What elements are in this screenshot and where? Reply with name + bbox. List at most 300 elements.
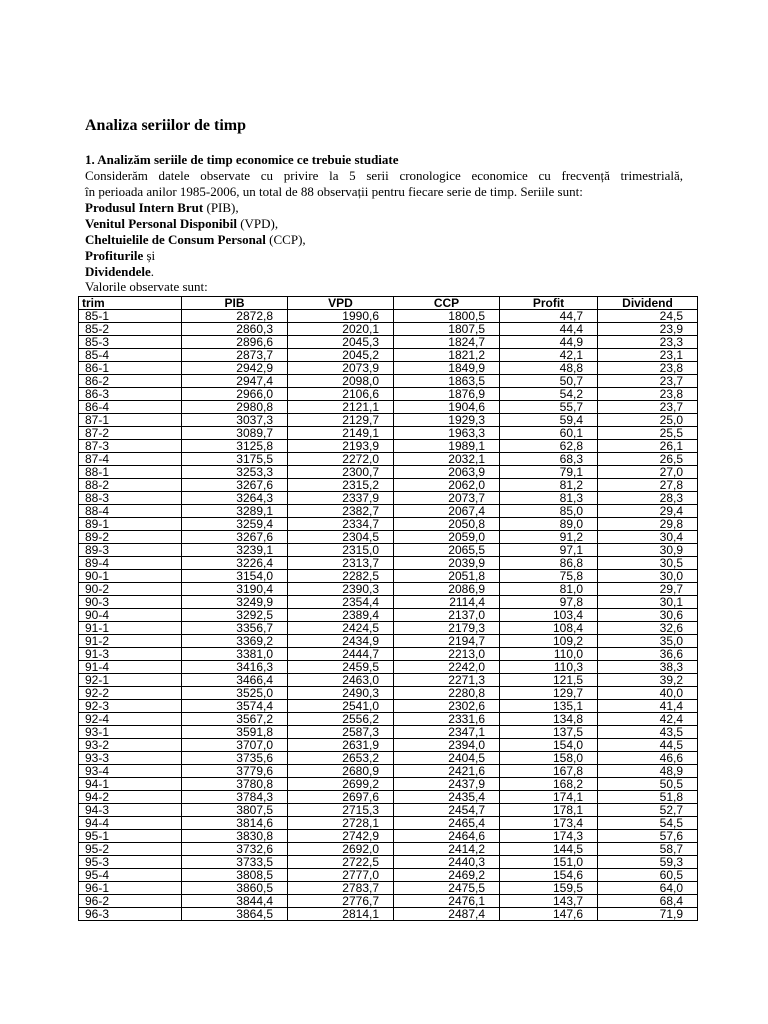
cell-dividend: 38,3 — [598, 661, 698, 674]
cell-ccp: 1963,3 — [394, 427, 500, 440]
cell-ccp: 2435,4 — [394, 791, 500, 804]
cell-pib: 3381,0 — [182, 648, 288, 661]
cell-pib: 3226,4 — [182, 557, 288, 570]
cell-pib: 3089,7 — [182, 427, 288, 440]
table-row — [79, 440, 698, 453]
table-row — [79, 609, 698, 622]
cell-dividend: 46,6 — [598, 752, 698, 765]
cell-pib: 3732,6 — [182, 843, 288, 856]
cell-trim: 85-4 — [79, 349, 182, 362]
cell-vpd: 2541,0 — [288, 700, 394, 713]
cell-pib: 3154,0 — [182, 570, 288, 583]
cell-ccp: 2067,4 — [394, 505, 500, 518]
cell-pib: 3466,4 — [182, 674, 288, 687]
document-page — [85, 116, 683, 294]
cell-dividend: 25,5 — [598, 427, 698, 440]
cell-vpd: 2106,6 — [288, 388, 394, 401]
cell-pib: 3807,5 — [182, 804, 288, 817]
cell-trim: 93-3 — [79, 752, 182, 765]
cell-vpd: 2680,9 — [288, 765, 394, 778]
column-header-dividend: Dividend — [598, 297, 698, 310]
cell-pib: 3264,3 — [182, 492, 288, 505]
cell-dividend: 64,0 — [598, 882, 698, 895]
cell-vpd: 2715,3 — [288, 804, 394, 817]
table-row — [79, 791, 698, 804]
cell-pib: 3733,5 — [182, 856, 288, 869]
cell-ccp: 1849,9 — [394, 362, 500, 375]
table-row — [79, 856, 698, 869]
cell-profit: 135,1 — [500, 700, 598, 713]
table-row — [79, 817, 698, 830]
cell-ccp: 2414,2 — [394, 843, 500, 856]
cell-trim: 86-2 — [79, 375, 182, 388]
table-row — [79, 596, 698, 609]
cell-vpd: 2282,5 — [288, 570, 394, 583]
table-row — [79, 700, 698, 713]
series-suffix: și — [143, 248, 156, 263]
cell-ccp: 2421,6 — [394, 765, 500, 778]
cell-trim: 94-4 — [79, 817, 182, 830]
cell-ccp: 2454,7 — [394, 804, 500, 817]
cell-vpd: 2272,0 — [288, 453, 394, 466]
cell-pib: 3292,5 — [182, 609, 288, 622]
cell-pib: 2966,0 — [182, 388, 288, 401]
cell-profit: 134,8 — [500, 713, 598, 726]
cell-vpd: 2193,9 — [288, 440, 394, 453]
table-row — [79, 635, 698, 648]
column-header-pib: PIB — [182, 297, 288, 310]
table-row — [79, 349, 698, 362]
cell-vpd: 2777,0 — [288, 869, 394, 882]
cell-pib: 3567,2 — [182, 713, 288, 726]
cell-trim: 88-1 — [79, 466, 182, 479]
cell-profit: 81,0 — [500, 583, 598, 596]
cell-profit: 44,9 — [500, 336, 598, 349]
cell-pib: 2942,9 — [182, 362, 288, 375]
cell-dividend: 23,8 — [598, 362, 698, 375]
cell-profit: 60,1 — [500, 427, 598, 440]
cell-ccp: 1800,5 — [394, 310, 500, 323]
cell-vpd: 2129,7 — [288, 414, 394, 427]
cell-dividend: 42,4 — [598, 713, 698, 726]
series-item-dividend — [85, 264, 683, 280]
table-row — [79, 479, 698, 492]
cell-trim: 91-4 — [79, 661, 182, 674]
cell-trim: 89-3 — [79, 544, 182, 557]
cell-trim: 93-4 — [79, 765, 182, 778]
cell-dividend: 57,6 — [598, 830, 698, 843]
cell-ccp: 1989,1 — [394, 440, 500, 453]
cell-pib: 3860,5 — [182, 882, 288, 895]
cell-ccp: 2179,3 — [394, 622, 500, 635]
cell-dividend: 30,4 — [598, 531, 698, 544]
cell-profit: 48,8 — [500, 362, 598, 375]
cell-vpd: 2098,0 — [288, 375, 394, 388]
cell-vpd: 2337,9 — [288, 492, 394, 505]
cell-dividend: 24,5 — [598, 310, 698, 323]
cell-trim: 87-3 — [79, 440, 182, 453]
table-row — [79, 414, 698, 427]
cell-profit: 44,4 — [500, 323, 598, 336]
cell-dividend: 29,4 — [598, 505, 698, 518]
cell-vpd: 2444,7 — [288, 648, 394, 661]
cell-ccp: 2404,5 — [394, 752, 500, 765]
series-item-profit — [85, 248, 683, 264]
cell-trim: 86-1 — [79, 362, 182, 375]
cell-ccp: 2475,5 — [394, 882, 500, 895]
cell-dividend: 54,5 — [598, 817, 698, 830]
cell-trim: 86-3 — [79, 388, 182, 401]
cell-profit: 81,2 — [500, 479, 598, 492]
cell-ccp: 2194,7 — [394, 635, 500, 648]
cell-profit: 103,4 — [500, 609, 598, 622]
cell-vpd: 2315,2 — [288, 479, 394, 492]
table-row — [79, 895, 698, 908]
cell-dividend: 30,9 — [598, 544, 698, 557]
table-row — [79, 492, 698, 505]
cell-pib: 3416,3 — [182, 661, 288, 674]
cell-profit: 81,3 — [500, 492, 598, 505]
cell-vpd: 2434,9 — [288, 635, 394, 648]
cell-ccp: 2051,8 — [394, 570, 500, 583]
cell-trim: 92-2 — [79, 687, 182, 700]
cell-vpd: 2742,9 — [288, 830, 394, 843]
table-header-row — [79, 297, 698, 310]
cell-profit: 174,1 — [500, 791, 598, 804]
cell-ccp: 2114,4 — [394, 596, 500, 609]
table-row — [79, 882, 698, 895]
cell-profit: 62,8 — [500, 440, 598, 453]
series-name: Venitul Personal Disponibil — [85, 216, 237, 231]
cell-profit: 68,3 — [500, 453, 598, 466]
cell-vpd: 2045,2 — [288, 349, 394, 362]
cell-pib: 3591,8 — [182, 726, 288, 739]
cell-ccp: 1904,6 — [394, 401, 500, 414]
cell-vpd: 2334,7 — [288, 518, 394, 531]
data-table — [78, 296, 698, 921]
cell-ccp: 2050,8 — [394, 518, 500, 531]
cell-trim: 88-2 — [79, 479, 182, 492]
table-row — [79, 401, 698, 414]
cell-trim: 95-1 — [79, 830, 182, 843]
table-row — [79, 583, 698, 596]
cell-ccp: 2476,1 — [394, 895, 500, 908]
cell-profit: 55,7 — [500, 401, 598, 414]
cell-vpd: 2587,3 — [288, 726, 394, 739]
cell-ccp: 1876,9 — [394, 388, 500, 401]
cell-trim: 89-4 — [79, 557, 182, 570]
cell-vpd: 2459,5 — [288, 661, 394, 674]
table-row — [79, 375, 698, 388]
cell-vpd: 1990,6 — [288, 310, 394, 323]
cell-dividend: 41,4 — [598, 700, 698, 713]
cell-profit: 109,2 — [500, 635, 598, 648]
cell-pib: 3864,5 — [182, 908, 288, 921]
cell-profit: 151,0 — [500, 856, 598, 869]
cell-trim: 86-4 — [79, 401, 182, 414]
cell-dividend: 28,3 — [598, 492, 698, 505]
cell-ccp: 2062,0 — [394, 479, 500, 492]
cell-ccp: 2271,3 — [394, 674, 500, 687]
cell-ccp: 2437,9 — [394, 778, 500, 791]
series-name: Cheltuielile de Consum Personal — [85, 232, 266, 247]
cell-vpd: 2728,1 — [288, 817, 394, 830]
series-name: Dividendele — [85, 264, 151, 279]
cell-ccp: 2440,3 — [394, 856, 500, 869]
cell-trim: 87-4 — [79, 453, 182, 466]
cell-vpd: 2390,3 — [288, 583, 394, 596]
cell-dividend: 36,6 — [598, 648, 698, 661]
table-row — [79, 869, 698, 882]
cell-pib: 3125,8 — [182, 440, 288, 453]
cell-dividend: 25,0 — [598, 414, 698, 427]
cell-profit: 110,0 — [500, 648, 598, 661]
cell-dividend: 43,5 — [598, 726, 698, 739]
cell-profit: 178,1 — [500, 804, 598, 817]
cell-profit: 54,2 — [500, 388, 598, 401]
cell-trim: 89-2 — [79, 531, 182, 544]
cell-profit: 97,8 — [500, 596, 598, 609]
cell-dividend: 29,7 — [598, 583, 698, 596]
cell-dividend: 59,3 — [598, 856, 698, 869]
cell-pib: 3779,6 — [182, 765, 288, 778]
table-row — [79, 739, 698, 752]
table-row — [79, 323, 698, 336]
cell-profit: 44,7 — [500, 310, 598, 323]
cell-profit: 143,7 — [500, 895, 598, 908]
cell-vpd: 2382,7 — [288, 505, 394, 518]
cell-dividend: 23,9 — [598, 323, 698, 336]
cell-ccp: 2302,6 — [394, 700, 500, 713]
cell-trim: 85-3 — [79, 336, 182, 349]
cell-trim: 91-1 — [79, 622, 182, 635]
cell-trim: 85-1 — [79, 310, 182, 323]
column-header-ccp: CCP — [394, 297, 500, 310]
cell-vpd: 2045,3 — [288, 336, 394, 349]
cell-pib: 2947,4 — [182, 375, 288, 388]
table-row — [79, 674, 698, 687]
cell-vpd: 2631,9 — [288, 739, 394, 752]
cell-trim: 96-1 — [79, 882, 182, 895]
cell-ccp: 1821,2 — [394, 349, 500, 362]
cell-dividend: 71,9 — [598, 908, 698, 921]
cell-pib: 3784,3 — [182, 791, 288, 804]
cell-dividend: 30,0 — [598, 570, 698, 583]
cell-profit: 97,1 — [500, 544, 598, 557]
cell-profit: 158,0 — [500, 752, 598, 765]
cell-profit: 144,5 — [500, 843, 598, 856]
cell-profit: 129,7 — [500, 687, 598, 700]
cell-profit: 86,8 — [500, 557, 598, 570]
cell-pib: 3830,8 — [182, 830, 288, 843]
cell-dividend: 26,1 — [598, 440, 698, 453]
observed-values-label: Valorile observate sunt: — [85, 279, 208, 294]
cell-profit: 137,5 — [500, 726, 598, 739]
cell-dividend: 23,1 — [598, 349, 698, 362]
table-row — [79, 518, 698, 531]
cell-dividend: 23,7 — [598, 401, 698, 414]
cell-trim: 92-1 — [79, 674, 182, 687]
series-name: Profiturile — [85, 248, 144, 263]
cell-pib: 3239,1 — [182, 544, 288, 557]
series-item-pib — [85, 200, 683, 216]
cell-trim: 87-2 — [79, 427, 182, 440]
cell-vpd: 2814,1 — [288, 908, 394, 921]
cell-vpd: 2315,0 — [288, 544, 394, 557]
cell-profit: 110,3 — [500, 661, 598, 674]
cell-trim: 95-3 — [79, 856, 182, 869]
cell-ccp: 2465,4 — [394, 817, 500, 830]
table-row — [79, 908, 698, 921]
cell-pib: 3253,3 — [182, 466, 288, 479]
cell-trim: 90-3 — [79, 596, 182, 609]
cell-dividend: 23,3 — [598, 336, 698, 349]
cell-vpd: 2776,7 — [288, 895, 394, 908]
cell-dividend: 39,2 — [598, 674, 698, 687]
cell-vpd: 2490,3 — [288, 687, 394, 700]
intro-paragraph-line-2: în perioada anilor 1985-2006, un total de 88 observații pentru fiecare serie de timp. Seriile sunt: — [85, 184, 583, 199]
cell-profit: 167,8 — [500, 765, 598, 778]
cell-trim: 88-3 — [79, 492, 182, 505]
table-row — [79, 622, 698, 635]
cell-dividend: 35,0 — [598, 635, 698, 648]
cell-profit: 79,1 — [500, 466, 598, 479]
cell-vpd: 2300,7 — [288, 466, 394, 479]
cell-pib: 3735,6 — [182, 752, 288, 765]
cell-profit: 168,2 — [500, 778, 598, 791]
column-header-vpd: VPD — [288, 297, 394, 310]
cell-profit: 50,7 — [500, 375, 598, 388]
cell-ccp: 2242,0 — [394, 661, 500, 674]
series-name: Produsul Intern Brut — [85, 200, 204, 215]
cell-dividend: 29,8 — [598, 518, 698, 531]
cell-ccp: 2331,6 — [394, 713, 500, 726]
cell-pib: 3525,0 — [182, 687, 288, 700]
cell-vpd: 2354,4 — [288, 596, 394, 609]
cell-trim: 90-1 — [79, 570, 182, 583]
cell-dividend: 40,0 — [598, 687, 698, 700]
table-row — [79, 388, 698, 401]
cell-profit: 154,6 — [500, 869, 598, 882]
cell-dividend: 30,6 — [598, 609, 698, 622]
cell-ccp: 2347,1 — [394, 726, 500, 739]
cell-pib: 3267,6 — [182, 479, 288, 492]
cell-pib: 3175,5 — [182, 453, 288, 466]
series-item-ccp — [85, 232, 683, 248]
cell-vpd: 2121,1 — [288, 401, 394, 414]
cell-trim: 93-1 — [79, 726, 182, 739]
table-row — [79, 570, 698, 583]
cell-pib: 3369,2 — [182, 635, 288, 648]
cell-trim: 92-3 — [79, 700, 182, 713]
table-row — [79, 505, 698, 518]
cell-pib: 3190,4 — [182, 583, 288, 596]
cell-vpd: 2783,7 — [288, 882, 394, 895]
intro-paragraph-line-1: Considerăm datele observate cu privire la 5 serii cronologice economice cu frecvență trimestrială, — [85, 168, 683, 183]
cell-pib: 3037,3 — [182, 414, 288, 427]
table-row — [79, 687, 698, 700]
cell-pib: 3574,4 — [182, 700, 288, 713]
cell-ccp: 2487,4 — [394, 908, 500, 921]
cell-ccp: 2065,5 — [394, 544, 500, 557]
series-suffix: . — [150, 264, 154, 279]
cell-dividend: 27,0 — [598, 466, 698, 479]
cell-vpd: 2653,2 — [288, 752, 394, 765]
table-row — [79, 778, 698, 791]
cell-ccp: 1929,3 — [394, 414, 500, 427]
table-row — [79, 336, 698, 349]
cell-vpd: 2463,0 — [288, 674, 394, 687]
cell-vpd: 2313,7 — [288, 557, 394, 570]
cell-dividend: 26,5 — [598, 453, 698, 466]
cell-profit: 89,0 — [500, 518, 598, 531]
table-row — [79, 661, 698, 674]
column-header-profit: Profit — [500, 297, 598, 310]
cell-pib: 3259,4 — [182, 518, 288, 531]
cell-trim: 87-1 — [79, 414, 182, 427]
cell-pib: 2873,7 — [182, 349, 288, 362]
table-row — [79, 557, 698, 570]
table-row — [79, 427, 698, 440]
cell-dividend: 68,4 — [598, 895, 698, 908]
cell-profit: 147,6 — [500, 908, 598, 921]
cell-vpd: 2556,2 — [288, 713, 394, 726]
cell-profit: 154,0 — [500, 739, 598, 752]
cell-dividend: 50,5 — [598, 778, 698, 791]
table-body — [79, 310, 698, 921]
cell-trim: 96-3 — [79, 908, 182, 921]
cell-trim: 90-2 — [79, 583, 182, 596]
cell-trim: 94-1 — [79, 778, 182, 791]
cell-vpd: 2722,5 — [288, 856, 394, 869]
cell-profit: 85,0 — [500, 505, 598, 518]
column-header-trim: trim — [79, 297, 182, 310]
cell-dividend: 44,5 — [598, 739, 698, 752]
series-list — [85, 200, 683, 280]
cell-ccp: 2086,9 — [394, 583, 500, 596]
cell-vpd: 2389,4 — [288, 609, 394, 622]
cell-profit: 42,1 — [500, 349, 598, 362]
cell-vpd: 2692,0 — [288, 843, 394, 856]
cell-profit: 174,3 — [500, 830, 598, 843]
series-suffix: (CCP), — [265, 232, 306, 247]
cell-vpd: 2424,5 — [288, 622, 394, 635]
cell-trim: 89-1 — [79, 518, 182, 531]
cell-trim: 90-4 — [79, 609, 182, 622]
cell-ccp: 2032,1 — [394, 453, 500, 466]
cell-dividend: 51,8 — [598, 791, 698, 804]
cell-ccp: 1807,5 — [394, 323, 500, 336]
series-suffix: (VPD), — [236, 216, 279, 231]
cell-trim: 96-2 — [79, 895, 182, 908]
cell-vpd: 2073,9 — [288, 362, 394, 375]
cell-dividend: 30,5 — [598, 557, 698, 570]
document-title: Analiza seriilor de timp — [85, 117, 247, 134]
cell-pib: 3780,8 — [182, 778, 288, 791]
cell-trim: 91-2 — [79, 635, 182, 648]
cell-vpd: 2149,1 — [288, 427, 394, 440]
cell-ccp: 2137,0 — [394, 609, 500, 622]
cell-pib: 3289,1 — [182, 505, 288, 518]
cell-profit: 121,5 — [500, 674, 598, 687]
cell-profit: 75,8 — [500, 570, 598, 583]
cell-dividend: 58,7 — [598, 843, 698, 856]
cell-profit: 173,4 — [500, 817, 598, 830]
cell-pib: 2896,6 — [182, 336, 288, 349]
series-item-vpd — [85, 216, 683, 232]
cell-pib: 2860,3 — [182, 323, 288, 336]
cell-dividend: 48,9 — [598, 765, 698, 778]
